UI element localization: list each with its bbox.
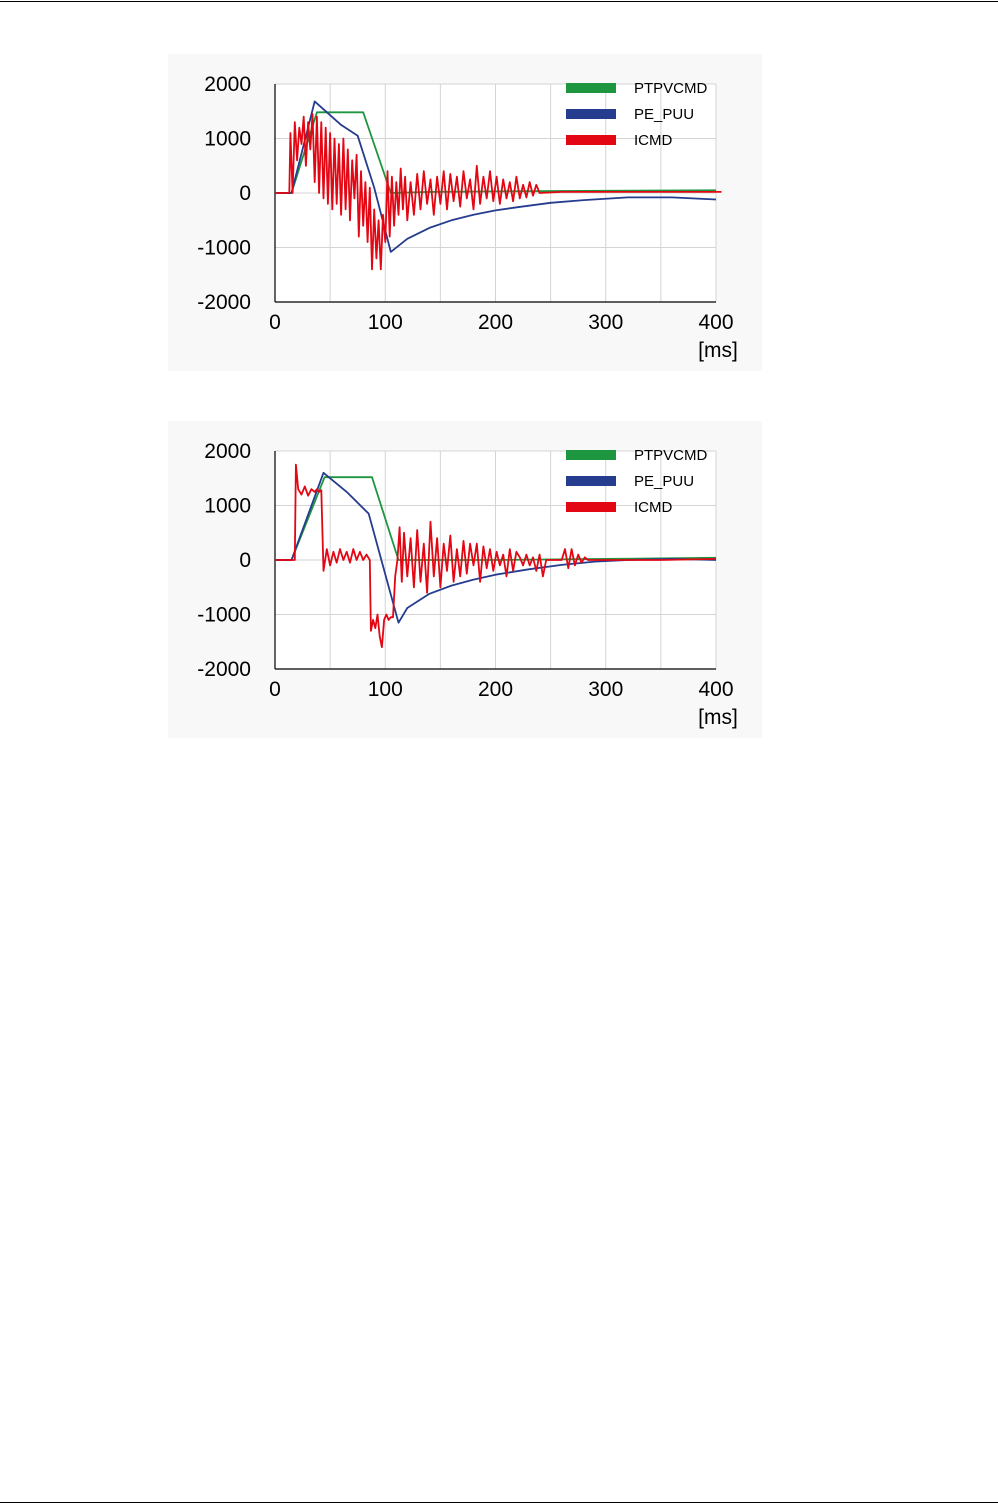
- y-tick-label: 1000: [204, 127, 251, 151]
- x-tick-label: 200: [477, 678, 514, 701]
- chart-1: [168, 54, 762, 371]
- x-tick-label: 400: [698, 311, 734, 334]
- x-tick-label: 100: [367, 311, 403, 334]
- legend-label: ICMD: [634, 499, 673, 516]
- legend-swatch: [566, 450, 616, 460]
- y-tick-label: 2000: [204, 73, 251, 96]
- chart-2: [168, 421, 762, 738]
- y-tick-label: -1000: [197, 236, 251, 260]
- y-tick-label: -2000: [197, 291, 251, 314]
- y-tick-label: -1000: [197, 603, 251, 627]
- x-tick-label: 0: [269, 311, 281, 334]
- chart-1-svg: [168, 54, 762, 371]
- legend-label: PE_PUU: [634, 106, 695, 123]
- legend-swatch: [566, 502, 616, 512]
- x-tick-label: 100: [367, 678, 403, 701]
- page-bottom-rule: [0, 1502, 998, 1503]
- y-tick-label: -2000: [197, 658, 251, 681]
- x-tick-label: 300: [588, 678, 624, 701]
- y-tick-label: 2000: [204, 440, 251, 463]
- legend-swatch: [566, 109, 616, 119]
- y-tick-label: 0: [239, 549, 251, 572]
- legend-swatch: [566, 476, 616, 486]
- x-axis-label: [ms]: [698, 339, 738, 362]
- page-top-rule: [0, 1, 998, 2]
- x-tick-label: 300: [588, 311, 624, 334]
- chart-2-svg: [168, 421, 762, 738]
- x-tick-label: 400: [698, 678, 734, 701]
- legend-swatch: [566, 83, 616, 93]
- y-tick-label: 0: [239, 182, 251, 205]
- legend-label: ICMD: [634, 132, 673, 149]
- legend-label: PTPVCMD: [634, 80, 708, 97]
- x-tick-label: 0: [269, 678, 281, 701]
- x-tick-label: 200: [477, 311, 514, 334]
- legend-swatch: [566, 135, 616, 145]
- legend-label: PE_PUU: [634, 473, 695, 490]
- y-tick-label: 1000: [204, 494, 251, 518]
- x-axis-label: [ms]: [698, 706, 738, 729]
- legend-label: PTPVCMD: [634, 447, 708, 464]
